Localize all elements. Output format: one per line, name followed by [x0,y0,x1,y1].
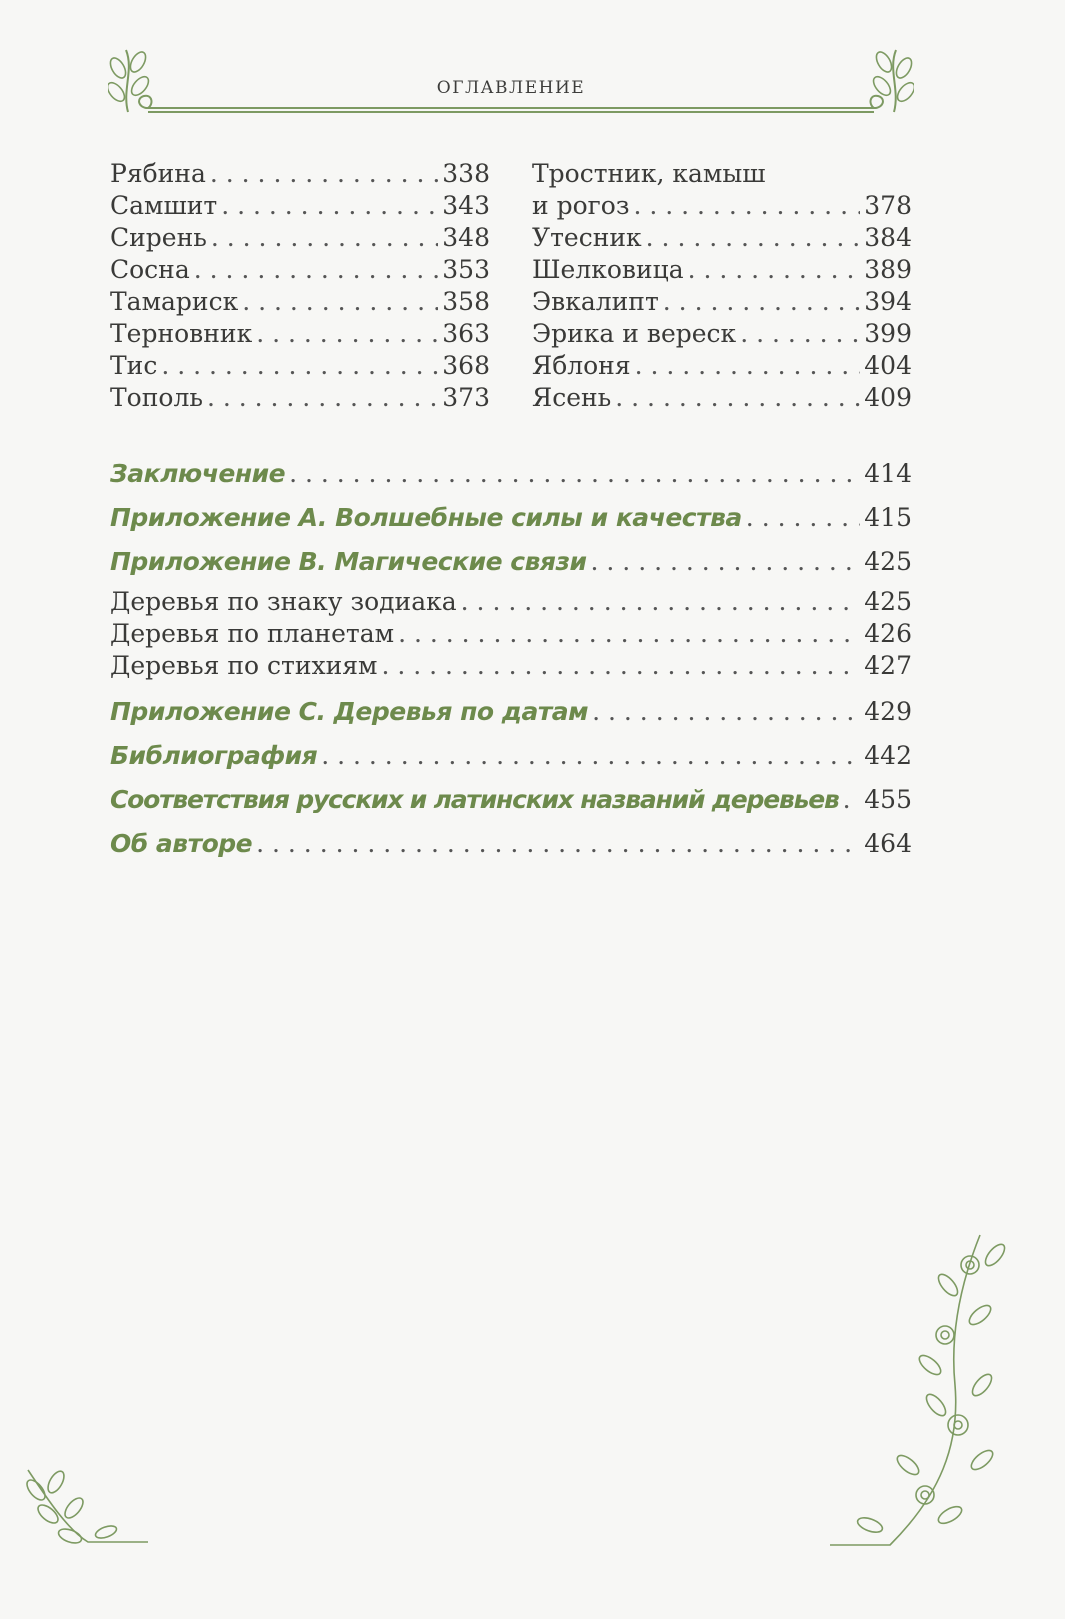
toc-entry-page: 394 [864,287,912,316]
toc-entry-page: 378 [864,191,912,220]
toc-section[interactable] [110,696,912,728]
leader-dots [461,586,861,618]
floral-vine-icon [830,1225,1030,1565]
leader-dots [256,828,860,860]
toc-entry[interactable] [110,650,912,682]
toc-section[interactable] [110,458,912,490]
toc-entry-page: 373 [442,383,490,412]
toc-entry-page: 363 [442,319,490,348]
toc-entry[interactable] [110,254,490,286]
header [108,40,914,130]
toc-section[interactable] [110,546,912,578]
toc-entry-title-line1: Тростник, камыш [532,159,766,188]
toc-section[interactable] [110,784,912,816]
toc-entry-title: и рогоз [532,191,630,220]
leader-dots [242,286,438,318]
toc-entry-page: 426 [864,619,912,648]
toc-entry-title: Тополь [110,383,203,412]
toc-entry[interactable] [110,158,490,190]
leader-dots [740,318,860,350]
leader-dots [398,618,860,650]
toc-section-page: 429 [864,697,912,726]
leader-dots [633,190,860,222]
toc-entry-title: Эвкалипт [532,287,659,316]
toc-entry-title: Терновник [110,319,253,348]
toc-entry[interactable] [110,318,490,350]
toc-entry[interactable] [110,222,490,254]
toc-entry-title: Тамариск [110,287,239,316]
toc-section-page: 425 [864,547,912,576]
toc-entry-title: Рябина [110,159,206,188]
toc-entry[interactable] [532,350,912,382]
toc-section-page: 442 [864,741,912,770]
leader-dots [381,650,860,682]
toc-section[interactable] [110,502,912,534]
leader-dots [843,784,861,816]
toc-section-page: 464 [864,829,912,858]
toc-entry-title: Яблоня [532,351,631,380]
toc-entry-page: 404 [864,351,912,380]
toc-entry-title: Деревья по стихиям [110,651,378,680]
toc-entry[interactable] [110,286,490,318]
toc-entry[interactable] [532,382,912,414]
toc-entry[interactable] [110,382,490,414]
toc-entry-title: Эрика и вереск [532,319,737,348]
toc-entry-page: 353 [442,255,490,284]
leader-dots [746,502,860,534]
toc-entry[interactable] [532,190,912,222]
toc-entry-title: Шелковица [532,255,684,284]
toc-entry-title: Утесник [532,223,642,252]
toc-entry-title: Сирень [110,223,207,252]
toc-entry[interactable] [532,286,912,318]
toc-section[interactable] [110,828,912,860]
leader-dots [210,158,438,190]
leader-dots [194,254,439,286]
leader-dots [289,458,860,490]
toc-entry-page: 409 [864,383,912,412]
leader-dots [211,222,438,254]
toc-entry-page: 425 [864,587,912,616]
toc-entry-page: 384 [864,223,912,252]
leader-dots [592,696,860,728]
toc-entry-page: 343 [442,191,490,220]
leader-dots [688,254,861,286]
toc-entry-page: 368 [442,351,490,380]
toc-section-title: Приложение C. Деревья по датам [110,697,589,726]
toc-entry-page: 399 [864,319,912,348]
toc-section[interactable] [110,740,912,772]
toc-entry-title: Деревья по планетам [110,619,395,648]
toc-section-title: Библиография [110,741,318,770]
leader-dots [635,350,861,382]
toc-entry-page: 348 [442,223,490,252]
toc-entry-title: Деревья по знаку зодиака [110,587,457,616]
toc-entry[interactable] [110,350,490,382]
toc-entry-page: 358 [442,287,490,316]
toc-section-page: 415 [864,503,912,532]
toc-entry[interactable] [110,618,912,650]
leader-dots [321,740,860,772]
toc-section-title: Об авторе [110,829,253,858]
toc-entry[interactable] [532,318,912,350]
leader-dots [207,382,438,414]
page-title: ОГЛАВЛЕНИЕ [436,78,586,98]
toc-entry-title: Сосна [110,255,190,284]
toc-section-page: 455 [864,785,912,814]
leader-dots [646,222,861,254]
toc-entry[interactable] [110,586,912,618]
toc-entry-page: 389 [864,255,912,284]
leaf-ornament-icon [18,1450,158,1560]
toc-section-title: Соответствия русских и латинских названий деревьев [110,785,839,814]
toc-entry-page: 427 [864,651,912,680]
toc-section-title: Приложение B. Магические связи [110,547,587,576]
toc-section-title: Заключение [110,459,286,488]
toc-section-page: 414 [864,459,912,488]
leader-dots [591,546,861,578]
leader-dots [221,190,438,222]
toc-entry-title: Тис [110,351,158,380]
toc-entry-title: Ясень [532,383,612,412]
leader-dots [256,318,438,350]
leader-dots [663,286,861,318]
toc-entry-title: Самшит [110,191,218,220]
toc-entry-page: 338 [442,159,490,188]
leader-dots [615,382,860,414]
leader-dots [161,350,438,382]
toc-section-title: Приложение A. Волшебные силы и качества [110,503,742,532]
toc-entry[interactable] [110,190,490,222]
toc-entry[interactable] [532,222,912,254]
toc-entry[interactable] [532,254,912,286]
